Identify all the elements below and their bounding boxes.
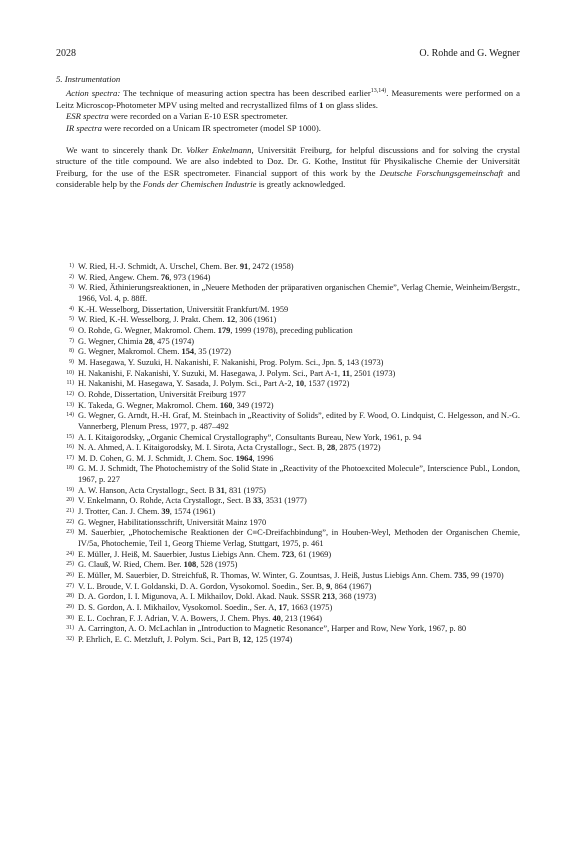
- reference-number: 8): [69, 348, 74, 355]
- reference-pages: , 99 (1970): [466, 571, 504, 581]
- reference-item: [56, 369, 520, 380]
- reference-citation: K. Takeda, G. Wegner, Makromol. Chem.: [78, 400, 220, 410]
- action-spectra-label: Action spectra:: [66, 88, 121, 99]
- reference-number: 10): [66, 369, 74, 376]
- reference-pages: , 831 (1975): [224, 485, 266, 495]
- reference-volume: 31: [216, 485, 225, 495]
- reference-pages: , 1996: [252, 453, 274, 463]
- reference-item: [56, 433, 520, 444]
- reference-pages: , 864 (1967): [330, 581, 372, 591]
- ack-text-d: and considerable help by the: [56, 167, 521, 190]
- reference-citation: A. W. Hanson, Acta Crystallogr., Sect. B: [78, 485, 217, 495]
- reference-pages: , 2501 (1973): [349, 368, 396, 378]
- esr-paragraph: [56, 111, 520, 122]
- reference-number: 27): [66, 582, 74, 589]
- reference-text: [78, 571, 520, 582]
- reference-volume: 1964: [235, 453, 253, 463]
- reference-volume: 28: [326, 443, 336, 453]
- reference-item: [56, 390, 520, 401]
- reference-text: [78, 337, 520, 348]
- reference-item: [56, 582, 520, 593]
- reference-pages: , 1537 (1972): [304, 379, 350, 389]
- reference-pages: , 2875 (1972): [335, 443, 381, 453]
- reference-item: [56, 315, 520, 326]
- reference-text: [78, 411, 520, 432]
- ack-text-b: , Universität Freiburg, for helpful discussions and for solving the crystal structure of the title compound. We are also indebted to Doz. Dr.: [56, 145, 520, 167]
- reference-item: [56, 528, 520, 549]
- reference-pages: , 213 (1964): [280, 613, 322, 623]
- reference-citation: P. Ehrlich, E. C. Metzluft, J. Polym. Sci., Part B,: [78, 634, 243, 644]
- reference-text: [78, 273, 520, 284]
- reference-pages: , 61 (1969): [294, 549, 332, 559]
- reference-text: [78, 496, 520, 507]
- reference-pages: , 528 (1975): [196, 560, 238, 570]
- reference-text: [78, 347, 520, 358]
- reference-text: [78, 635, 520, 646]
- reference-item: [56, 603, 520, 614]
- reference-pages: , 306 (1961): [235, 315, 277, 325]
- reference-pages: , 1663 (1975): [286, 603, 333, 612]
- reference-item: [56, 326, 520, 337]
- reference-volume: 33: [253, 496, 262, 506]
- reference-citation: W. Ried, K.-H. Wesselborg, J. Prakt. Chem.: [78, 315, 227, 325]
- reference-number: 9): [69, 358, 74, 365]
- reference-list: [56, 262, 520, 646]
- reference-volume: 10: [295, 379, 305, 389]
- ack-org-fonds: Fonds der Chemischen Industrie: [142, 179, 257, 190]
- reference-number: 16): [66, 444, 74, 451]
- reference-text: [78, 518, 520, 529]
- reference-text: [78, 315, 520, 326]
- ir-paragraph: [56, 123, 520, 134]
- reference-volume: 5: [338, 357, 343, 367]
- reference-citation: M. Hasegawa, Y. Suzuki, H. Nakanishi, F. Nakanishi, Prog. Polym. Sci., Jpn.: [78, 357, 339, 367]
- reference-item: [56, 283, 520, 304]
- reference-number: 22): [66, 518, 74, 525]
- reference-volume: 213: [322, 592, 335, 602]
- acknowledgement-paragraph: [56, 145, 520, 191]
- ack-org-dfg: Deutsche Forschungsgemeinschaft: [379, 167, 504, 178]
- ack-name-kothe: G. Kothe: [302, 156, 336, 167]
- reference-citation: K.-H. Wesselborg, Dissertation, Universität Frankfurt/M. 1959: [78, 304, 289, 314]
- reference-pages: , 3531 (1977): [261, 496, 307, 506]
- reference-text: [78, 550, 520, 561]
- reference-item: [56, 550, 520, 561]
- reference-volume: 154: [181, 347, 195, 357]
- reference-citation: D. S. Gordon, A. I. Mikhailov, Vysokomol. Soedin., Ser. A,: [78, 603, 279, 612]
- reference-volume: 91: [239, 262, 249, 271]
- reference-volume: 108: [183, 560, 197, 570]
- reference-citation: G. Wegner, Makromol. Chem.: [78, 347, 182, 357]
- esr-text: were recorded on a Varian E-10 ESR spectrometer.: [108, 111, 288, 122]
- ack-text-c: , Institut für Physikalische Chemie der Universität Freiburg, for the use of the ESR spectrometer. Financial support of this work by the: [56, 156, 520, 178]
- running-head-authors: O. Rohde and G. Wegner: [419, 48, 520, 59]
- reference-item: [56, 337, 520, 348]
- reference-text: [78, 582, 520, 593]
- reference-pages: , 143 (1973): [342, 357, 384, 367]
- reference-citation: H. Nakanishi, F. Nakanishi, Y. Suzuki, M. Hasegawa, J. Polym. Sci., Part A-1,: [78, 368, 343, 378]
- reference-citation: W. Ried, Angew. Chem.: [78, 272, 161, 282]
- reference-item: [56, 379, 520, 390]
- reference-item: [56, 411, 520, 432]
- reference-citation: J. Trotter, Can. J. Chem.: [78, 507, 162, 517]
- reference-number: 15): [66, 433, 74, 440]
- reference-item: [56, 560, 520, 571]
- reference-citation: G. Wegner, Habilitationsschrift, Universität Mainz 1970: [78, 517, 267, 527]
- reference-text: [78, 614, 520, 625]
- reference-text: [78, 401, 520, 412]
- reference-volume: 40: [272, 613, 281, 623]
- reference-number: 18): [66, 465, 74, 472]
- reference-pages: , 475 (1974): [152, 336, 195, 346]
- reference-number: 21): [66, 508, 74, 515]
- reference-text: [78, 464, 520, 485]
- reference-item: [56, 592, 520, 603]
- reference-number: 11): [66, 380, 74, 387]
- reference-volume: 179: [217, 325, 231, 335]
- reference-text: [78, 624, 520, 635]
- reference-citation: V. L. Broude, V. I. Goldanski, D. A. Gordon, Vysokomol. Soedin., Ser. B,: [78, 581, 327, 591]
- reference-citation: M. D. Cohen, G. M. J. Schmidt, J. Chem. Soc.: [78, 453, 236, 463]
- reference-volume: 723: [281, 549, 295, 559]
- ir-text: were recorded on a Unicam IR spectrometer (model SP 1000).: [101, 122, 321, 133]
- reference-citation: D. A. Gordon, I. I. Migunova, A. I. Mikhailov, Dokl. Akad. Nauk. SSSR: [78, 592, 323, 602]
- reference-citation: G. Wegner, Chimia: [78, 336, 145, 346]
- reference-number: 29): [66, 604, 74, 610]
- reference-text: [78, 379, 520, 390]
- reference-volume: 11: [342, 368, 350, 378]
- reference-item: [56, 443, 520, 454]
- reference-number: 6): [69, 326, 74, 333]
- reference-pages: , 2472 (1958): [248, 262, 294, 271]
- reference-text: [78, 358, 520, 369]
- reference-number: 28): [66, 593, 74, 600]
- reference-item: [56, 401, 520, 412]
- reference-citation: E. L. Cochran, F. J. Adrian, V. A. Bowers, J. Chem. Phys.: [78, 613, 273, 623]
- reference-volume: 76: [160, 272, 170, 282]
- reference-text: [78, 326, 520, 337]
- reference-volume: 160: [219, 400, 233, 410]
- reference-citation: G. Clauß, W. Ried, Chem. Ber.: [78, 560, 184, 570]
- reference-citation: A. Carrington, A. O. McLachlan in „Introduction to Magnetic Resonance”, Harper and Row, New York, 1967, p. 80: [78, 624, 467, 634]
- reference-item: [56, 305, 520, 316]
- reference-number: 12): [66, 390, 74, 397]
- action-text-c: on glass slides.: [323, 99, 378, 110]
- reference-citation: W. Ried, H.-J. Schmidt, A. Urschel, Chem. Ber.: [78, 262, 240, 271]
- reference-text: [78, 486, 520, 497]
- ack-text-a: We want to sincerely thank Dr.: [66, 145, 187, 156]
- reference-citation: O. Rohde, G. Wegner, Makromol. Chem.: [78, 325, 218, 335]
- reference-number: 17): [66, 454, 74, 461]
- reference-number: 30): [66, 614, 74, 621]
- reference-number: 3): [69, 284, 74, 291]
- reference-text: [78, 369, 520, 380]
- reference-citation: O. Rohde, Dissertation, Universität Freiburg 1977: [78, 389, 246, 399]
- reference-number: 4): [69, 305, 74, 312]
- reference-pages: , 368 (1973): [334, 592, 377, 602]
- reference-number: 7): [69, 337, 74, 344]
- reference-text: [78, 603, 520, 614]
- reference-volume: 28: [144, 336, 153, 346]
- reference-volume: 9: [326, 581, 331, 591]
- reference-pages: , 35 (1972): [194, 347, 232, 357]
- compound-number: 1: [319, 99, 324, 110]
- ack-name-enkelmann: Volker Enkelmann: [186, 145, 252, 156]
- action-text-a: The technique of measuring action spectra has been described earlier: [120, 88, 371, 99]
- reference-item: [56, 624, 520, 635]
- reference-text: [78, 592, 520, 603]
- reference-citation: M. Sauerbier, „Photochemische Reaktionen der C≡C-Dreifachbindung”, in Houben-Weyl, Methoden der Organischen Chemie, IV/5a, Photochemie, Teil 1, Georg Thieme Verlag, Stuttgart, 1975, p. 461: [78, 528, 520, 549]
- reference-number: 26): [66, 572, 74, 579]
- page-header: [56, 48, 520, 62]
- citation-superscript: 13,14): [370, 88, 387, 95]
- reference-pages: , 125 (1974): [251, 634, 293, 644]
- reference-number: 32): [66, 635, 74, 642]
- reference-citation: N. A. Ahmed, A. I. Kitaigorodsky, M. I. Sirota, Acta Crystallogr., Sect. B,: [78, 443, 327, 453]
- reference-item: [56, 358, 520, 369]
- reference-citation: W. Ried, Äthinierungsreaktionen, in „Neuere Methoden der präparativen organischen Chemie”, Verlag Chemie, Weinheim/Bergstr., 1966, Vol. 4, p. 88ff.: [78, 283, 520, 303]
- reference-citation: E. Müller, M. Sauerbier, D. Streichfuß, R. Thomas, W. Winter, G. Zountsas, J. Heiß, Justus Liebigs Ann. Chem.: [78, 571, 455, 581]
- reference-text: [78, 433, 520, 444]
- reference-item: [56, 614, 520, 625]
- reference-item: [56, 486, 520, 497]
- reference-item: [56, 496, 520, 507]
- reference-item: [56, 454, 520, 465]
- reference-volume: 12: [226, 315, 236, 325]
- reference-text: [78, 528, 520, 549]
- reference-text: [78, 454, 520, 465]
- reference-volume: 39: [161, 507, 170, 517]
- reference-text: [78, 283, 520, 304]
- reference-item: [56, 464, 520, 485]
- action-spectra-paragraph: [56, 88, 520, 111]
- reference-number: 1): [69, 263, 74, 269]
- reference-number: 25): [66, 561, 74, 568]
- esr-label: ESR spectra: [66, 111, 109, 122]
- section-title: 5. Instrumentation: [56, 74, 121, 84]
- reference-citation: G. Wegner, G. Arndt, H.-H. Graf, M. Steinbach in „Reactivity of Solids”, edited by F. Wood, O. Lindquist, C. Helgesson, and N.-G. Vannerberg, Plenum Press, 1977, p. 487–492: [78, 411, 520, 431]
- reference-text: [78, 560, 520, 571]
- reference-pages: , 1999 (1978), preceding publication: [230, 325, 353, 335]
- reference-number: 23): [66, 529, 74, 536]
- reference-item: [56, 262, 520, 273]
- reference-number: 31): [66, 625, 74, 632]
- page-number: 2028: [56, 48, 76, 59]
- reference-number: 13): [66, 401, 74, 408]
- reference-text: [78, 443, 520, 454]
- reference-number: 24): [66, 550, 74, 557]
- reference-citation: E. Müller, J. Heiß, M. Sauerbier, Justus Liebigs Ann. Chem.: [78, 549, 282, 559]
- action-text-b: . Measurements were performed on a Leitz Microscop-Photometer MPV using melted and recrystallized films of: [56, 88, 520, 110]
- reference-citation: H. Nakanishi, M. Hasegawa, Y. Sasada, J. Polym. Sci., Part A-2,: [78, 379, 296, 389]
- reference-pages: , 1574 (1961): [169, 507, 216, 517]
- reference-number: 20): [66, 497, 74, 504]
- reference-pages: , 973 (1964): [169, 272, 211, 282]
- reference-number: 19): [66, 486, 74, 493]
- reference-text: [78, 390, 520, 401]
- reference-item: [56, 273, 520, 284]
- reference-text: [78, 507, 520, 518]
- ir-label: IR spectra: [66, 122, 102, 133]
- reference-number: 5): [69, 316, 74, 323]
- ack-text-e: is greatly acknowledged.: [256, 179, 346, 190]
- reference-number: 14): [66, 412, 74, 419]
- reference-volume: 735: [454, 571, 467, 581]
- reference-item: [56, 635, 520, 646]
- reference-item: [56, 518, 520, 529]
- instrumentation-section: [56, 74, 520, 191]
- reference-pages: , 349 (1972): [232, 400, 274, 410]
- reference-text: [78, 305, 520, 316]
- reference-item: [56, 347, 520, 358]
- reference-volume: 12: [242, 634, 252, 644]
- reference-citation: A. I. Kitaigorodsky, „Organic Chemical Crystallography”, Consultants Bureau, New York, 1961, p. 94: [78, 432, 422, 442]
- reference-citation: V. Enkelmann, O. Rohde, Acta Crystallogr., Sect. B: [78, 496, 254, 506]
- reference-number: 2): [69, 273, 74, 280]
- reference-item: [56, 571, 520, 582]
- reference-volume: 17: [278, 603, 287, 612]
- reference-text: [78, 262, 520, 273]
- reference-citation: G. M. J. Schmidt, The Photochemistry of the Solid State in „Reactivity of the Photoexcited Molecule”, Interscience Publ., London, 1967, p. 227: [78, 464, 520, 485]
- reference-item: [56, 507, 520, 518]
